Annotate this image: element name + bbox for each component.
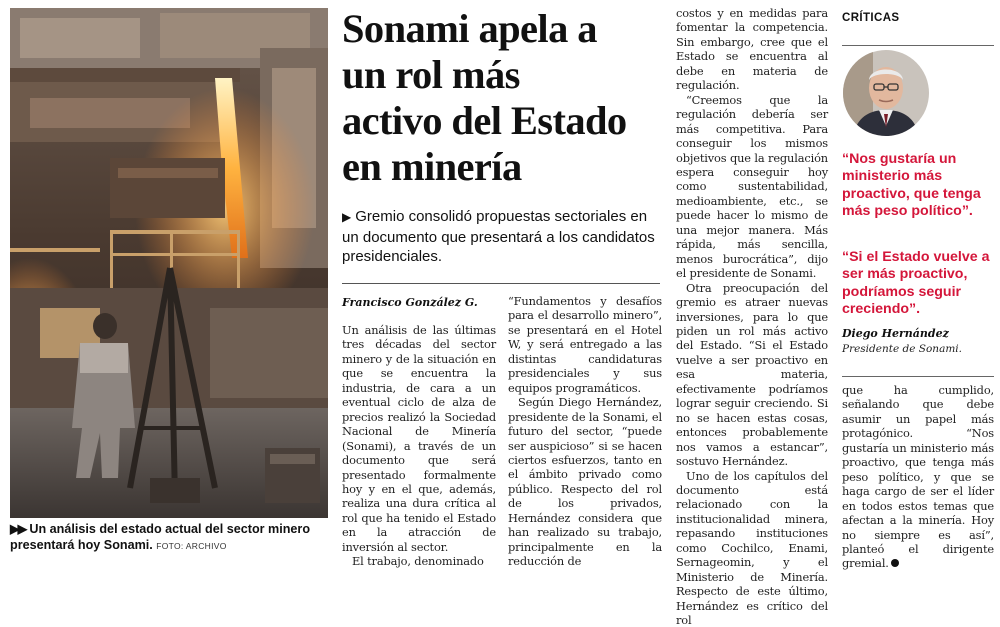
headline-line: Sonami apela a xyxy=(342,6,672,52)
pull-quote: “Nos gustaría un ministerio más proactivo, que tenga más peso político”. xyxy=(842,151,994,220)
double-triangle-icon: ▶▶ xyxy=(10,522,25,536)
paragraph: El trabajo, denominado xyxy=(342,554,496,568)
paragraph: Uno de los capítulos del documento está relacionado con la institucionalidad minera, repasando instituciones como Cochilco, Enami, Sernageomin, y el Ministerio de Minería. Respecto de este último, Hernández es crítico del rol xyxy=(676,469,828,627)
headline xyxy=(342,6,672,190)
paragraph xyxy=(842,383,994,571)
paragraph: costos y en medidas para fomentar la competencia. Sin embargo, cree que el Estado se encuentra al debe en materia de regulación. xyxy=(676,6,828,93)
sidebar-label: CRÍTICAS xyxy=(842,12,900,24)
triangle-bullet-icon: ▶ xyxy=(342,210,351,224)
paragraph: Un análisis de las últimas tres décadas del sector minero y de la situación en que se encuentra la industria, de cara a un eventual ciclo de alza de precios realizó la Sociedad Nacional de Minería (Sonami), a través de un documento que será presentado formalmente hoy y en el que, además, realiza una dura crítica al rol que ha tenido el Estado en la atracción de inversión al sector. xyxy=(342,323,496,554)
byline: Francisco González G. xyxy=(342,296,478,309)
person-name: Diego Hernández xyxy=(842,327,949,340)
body-column-3 xyxy=(676,6,828,627)
subhead-text: Gremio consolidó propuestas sectoriales en un documento que presentará a los candidatos presidenciales. xyxy=(342,208,655,265)
caption-text: Un análisis del estado actual del sector minero presentará hoy Sonami. xyxy=(10,522,310,552)
body-column-1 xyxy=(342,323,496,569)
photo-credit: FOTO: ARCHIVO xyxy=(156,541,226,551)
paragraph: Otra preocupación del gremio es atraer nuevas inversiones, para lo que piden un rol más activo del Estado. “Si el Estado vuelve a ser proactivo en esa materia, efectivamente podríamos lograr seguir creciendo. Si no se hacen estas cosas, entonces probablemente nos vamos a estancar”, sostuvo Hernández. xyxy=(676,281,828,469)
paragraph: Según Diego Hernández, presidente de la Sonami, el futuro del sector, “puede ser auspicioso” si se hacen ciertos esfuerzos, tanto en el ámbito privado como público. Respecto del rol de los privados, Hernández considera que han realizado su trabajo, principalmente en la reducción de xyxy=(508,395,662,568)
divider xyxy=(842,376,994,377)
body-column-2 xyxy=(508,294,662,569)
divider xyxy=(842,45,994,46)
paragraph: “Creemos que la regulación debería ser más competitiva. Para conseguir los mismos objetivos que la regulación espera conseguir hoy como sustentabilidad, medioambiente, etc., se puede hacer lo mismo de una mejor manera. Más rápida, más sencilla, menos burocrática”, dijo el presidente de Sonami. xyxy=(676,93,828,281)
paragraph-text: que ha cumplido, señalando que debe asumir un papel más protagónico. “Nos gustaría un ministerio más proactivo, que tenga más peso político, y que se haga cargo de ser el líder en todos estos temas que afectan a la minería. Hoy no siempre es así”, planteó el dirigente gremial. xyxy=(842,383,994,570)
body-column-4 xyxy=(842,383,994,571)
headline-line: un rol más xyxy=(342,52,672,98)
photo-caption xyxy=(10,521,328,554)
subhead xyxy=(342,207,662,267)
person-role: Presidente de Sonami. xyxy=(842,343,962,355)
headline-line: en minería xyxy=(342,144,672,190)
paragraph: “Fundamentos y desafíos para el desarrollo minero”, se presentará en el Hotel W, y será entregado a las distintas candidaturas presidenciales y sus equipos programáticos. xyxy=(508,294,662,395)
pull-quote: “Si el Estado vuelve a ser más proactivo, podríamos seguir creciendo”. xyxy=(842,249,994,318)
headline-line: activo del Estado xyxy=(342,98,672,144)
article-photo xyxy=(10,8,328,518)
avatar xyxy=(843,50,929,136)
divider xyxy=(342,283,660,284)
